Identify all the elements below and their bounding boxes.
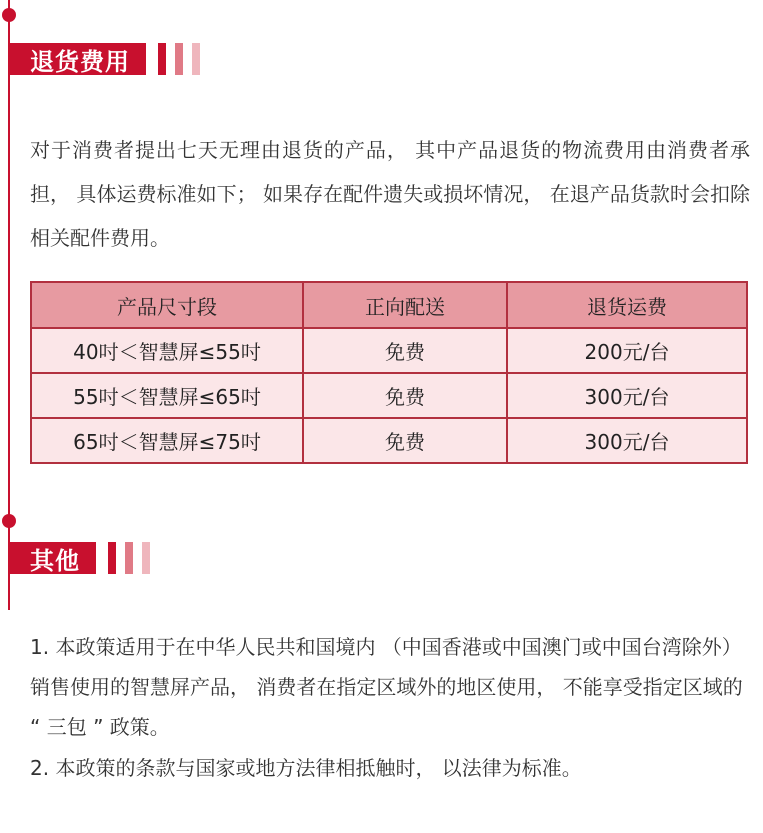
policy-item-1: 1. 本政策适用于在中华人民共和国境内 （中国香港或中国澳门或中国台湾除外） 销售使用的智慧屏产品， 消费者在指定区域外的地区使用， 不能享受指定区域的 “ 三包 ” 政策。: [30, 635, 743, 739]
cell-forward: 免费: [303, 328, 507, 373]
section-heading-other: [10, 542, 159, 574]
bar-mid: [175, 43, 183, 75]
cell-forward: 免费: [303, 373, 507, 418]
table-header-row: [31, 282, 747, 328]
cell-return: 200元/台: [507, 328, 747, 373]
cell-size: 55吋＜智慧屏≤65吋: [31, 373, 303, 418]
bar-light: [192, 43, 200, 75]
timeline-dot: [2, 8, 16, 22]
header-size: 产品尺寸段: [31, 282, 303, 328]
table-row: [31, 418, 747, 463]
bar-light: [142, 542, 150, 574]
return-fee-paragraph: 对于消费者提出七天无理由退货的产品， 其中产品退货的物流费用由消费者承担， 具体运费标准如下； 如果存在配件遗失或损坏情况， 在退产品货款时会扣除相关配件费用。: [30, 138, 750, 250]
section-title: 退货费用: [10, 43, 146, 75]
policy-item-2: 2. 本政策的条款与国家或地方法律相抵触时， 以法律为标准。: [30, 756, 582, 780]
table-row: [31, 373, 747, 418]
decorative-bars: [158, 43, 209, 75]
table-row: [31, 328, 747, 373]
cell-return: 300元/台: [507, 418, 747, 463]
header-forward-delivery: 正向配送: [303, 282, 507, 328]
bar-mid: [125, 542, 133, 574]
decorative-bars: [108, 542, 159, 574]
timeline-dot: [2, 514, 16, 528]
cell-forward: 免费: [303, 418, 507, 463]
cell-size: 65吋＜智慧屏≤75吋: [31, 418, 303, 463]
bar-dark: [158, 43, 166, 75]
section-title: 其他: [10, 542, 96, 574]
bar-dark: [108, 542, 116, 574]
header-return-shipping: 退货运费: [507, 282, 747, 328]
section-heading-return-fee: [10, 43, 209, 75]
cell-return: 300元/台: [507, 373, 747, 418]
cell-size: 40吋＜智慧屏≤55吋: [31, 328, 303, 373]
fee-table: [30, 281, 748, 464]
